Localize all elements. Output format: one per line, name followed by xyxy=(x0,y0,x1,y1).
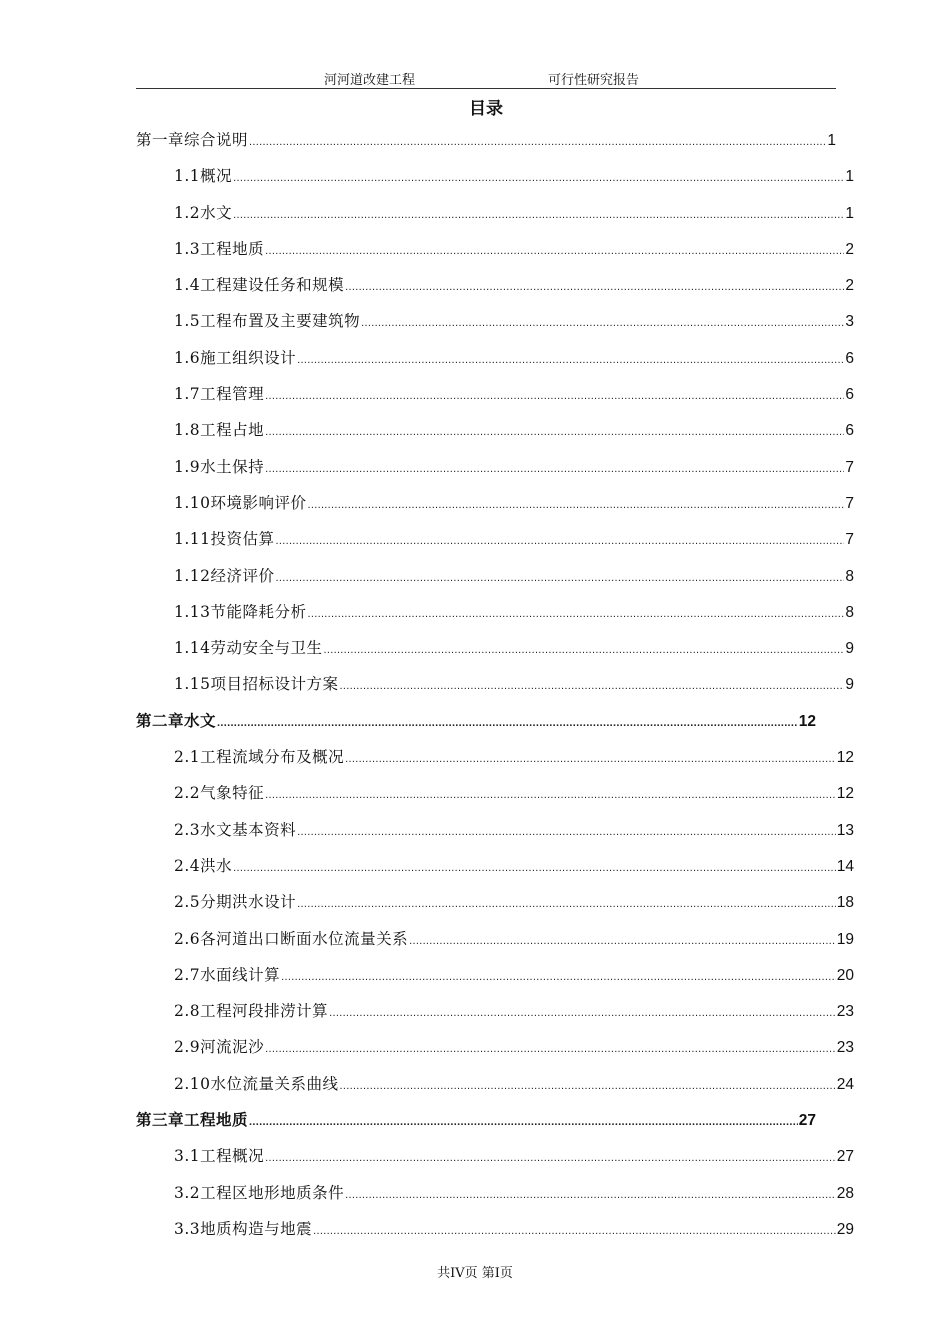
toc-entry-page-number: 6 xyxy=(845,422,854,440)
toc-entry-label: 1.12经济评价 xyxy=(174,566,275,585)
toc-section-entry[interactable] xyxy=(136,1211,854,1247)
toc-title: 目录 xyxy=(469,99,503,119)
toc-dot-leader xyxy=(340,668,845,704)
header-report-type: 可行性研究报告 xyxy=(548,73,640,88)
toc-entry-page-number: 20 xyxy=(836,966,854,984)
toc-entry-page-number: 13 xyxy=(836,821,854,839)
toc-section-entry[interactable] xyxy=(136,267,854,303)
toc-dot-leader xyxy=(276,560,845,596)
toc-entry-label: 2.7水面线计算 xyxy=(174,965,281,984)
toc-entry-page-number: 2 xyxy=(845,277,854,295)
toc-section-entry[interactable] xyxy=(136,1175,854,1211)
toc-dot-leader xyxy=(345,269,844,305)
toc-entry-label: 1.15项目招标设计方案 xyxy=(174,675,339,694)
toc-dot-leader xyxy=(265,233,844,269)
toc-dot-leader xyxy=(233,160,844,196)
toc-dot-leader xyxy=(217,705,798,741)
toc-entry-label: 第一章综合说明 xyxy=(136,131,249,149)
toc-entry-label: 3.2工程区地形地质条件 xyxy=(174,1183,345,1202)
toc-entry-label: 2.1工程流域分布及概况 xyxy=(174,748,345,767)
header-project-name: 河河道改建工程 xyxy=(324,73,416,88)
toc-section-entry[interactable] xyxy=(136,1029,854,1065)
toc-entry-label: 1.7工程管理 xyxy=(174,385,265,404)
toc-section-entry[interactable] xyxy=(136,1066,854,1102)
toc-chapter-entry[interactable] xyxy=(136,1102,816,1138)
toc-dot-leader xyxy=(265,777,836,813)
toc-entry-page-number: 24 xyxy=(836,1075,854,1093)
toc-dot-leader xyxy=(324,632,845,668)
toc-entry-page-number: 18 xyxy=(836,894,854,912)
toc-section-entry[interactable] xyxy=(136,848,854,884)
toc-section-entry[interactable] xyxy=(136,231,854,267)
toc-section-entry[interactable] xyxy=(136,195,854,231)
toc-entry-label: 2.5分期洪水设计 xyxy=(174,893,297,912)
toc-entry-page-number: 8 xyxy=(845,567,854,585)
toc-section-entry[interactable] xyxy=(136,630,854,666)
toc-dot-leader xyxy=(345,741,836,777)
toc-entry-page-number: 12 xyxy=(836,785,854,803)
toc-entry-label: 1.11投资估算 xyxy=(174,530,275,549)
toc-section-entry[interactable] xyxy=(136,993,854,1029)
toc-dot-leader xyxy=(308,487,845,523)
toc-entry-page-number: 7 xyxy=(845,494,854,512)
toc-dot-leader xyxy=(265,1031,836,1067)
toc-section-entry[interactable] xyxy=(136,957,854,993)
toc-dot-leader xyxy=(409,923,836,959)
toc-chapter-entry[interactable] xyxy=(136,122,836,158)
toc-entry-label: 1.2水文 xyxy=(174,203,233,222)
toc-entry-page-number: 1 xyxy=(845,168,854,186)
toc-entry-label: 1.8工程占地 xyxy=(174,421,265,440)
toc-entry-page-number: 14 xyxy=(836,857,854,875)
toc-entry-page-number: 27 xyxy=(798,1112,816,1130)
toc-dot-leader xyxy=(297,814,836,850)
toc-entry-page-number: 27 xyxy=(836,1148,854,1166)
toc-entry-label: 2.3水文基本资料 xyxy=(174,820,297,839)
toc-entry-label: 1.1概况 xyxy=(174,167,233,186)
toc-entry-label: 1.10环境影响评价 xyxy=(174,493,307,512)
toc-entry-label: 第二章水文 xyxy=(136,711,217,730)
toc-dot-leader xyxy=(329,995,836,1031)
toc-entry-label: 2.6各河道出口断面水位流量关系 xyxy=(174,929,409,948)
toc-section-entry[interactable] xyxy=(136,594,854,630)
toc-entry-label: 2.4洪水 xyxy=(174,856,233,875)
toc-section-entry[interactable] xyxy=(136,739,854,775)
toc-section-entry[interactable] xyxy=(136,158,854,194)
toc-entry-label: 3.3地质构造与地震 xyxy=(174,1219,313,1238)
toc-dot-leader xyxy=(233,850,836,886)
table-of-contents xyxy=(136,122,854,1247)
toc-entry-page-number: 12 xyxy=(798,712,816,730)
toc-dot-leader xyxy=(249,1104,798,1140)
toc-entry-page-number: 23 xyxy=(836,1039,854,1057)
toc-entry-label: 1.6施工组织设计 xyxy=(174,348,297,367)
toc-entry-label: 1.13节能降耗分析 xyxy=(174,602,307,621)
toc-entry-label: 第三章工程地质 xyxy=(136,1111,249,1130)
toc-entry-page-number: 7 xyxy=(845,458,854,476)
toc-section-entry[interactable] xyxy=(136,376,854,412)
toc-dot-leader xyxy=(297,886,836,922)
toc-section-entry[interactable] xyxy=(136,666,854,702)
toc-section-entry[interactable] xyxy=(136,884,854,920)
page-header xyxy=(136,66,836,89)
toc-dot-leader xyxy=(345,1177,836,1213)
toc-section-entry[interactable] xyxy=(136,558,854,594)
toc-section-entry[interactable] xyxy=(136,521,854,557)
toc-entry-page-number: 2 xyxy=(845,240,854,258)
toc-section-entry[interactable] xyxy=(136,303,854,339)
toc-dot-leader xyxy=(249,124,826,160)
toc-entry-page-number: 23 xyxy=(836,1003,854,1021)
toc-entry-page-number: 29 xyxy=(836,1220,854,1238)
toc-entry-label: 2.2气象特征 xyxy=(174,784,265,803)
toc-entry-page-number: 1 xyxy=(827,132,836,149)
toc-chapter-entry[interactable] xyxy=(136,703,816,739)
toc-entry-page-number: 6 xyxy=(845,349,854,367)
toc-dot-leader xyxy=(308,596,845,632)
toc-dot-leader xyxy=(276,523,845,559)
toc-dot-leader xyxy=(265,1140,836,1176)
toc-entry-label: 1.9水土保持 xyxy=(174,457,265,476)
toc-section-entry[interactable] xyxy=(136,340,854,376)
toc-section-entry[interactable] xyxy=(136,449,854,485)
toc-entry-page-number: 9 xyxy=(845,640,854,658)
toc-section-entry[interactable] xyxy=(136,412,854,448)
toc-entry-label: 3.1工程概况 xyxy=(174,1147,265,1166)
toc-entry-page-number: 3 xyxy=(845,313,854,331)
toc-entry-page-number: 9 xyxy=(845,676,854,694)
toc-dot-leader xyxy=(265,451,844,487)
toc-dot-leader xyxy=(265,378,844,414)
toc-entry-page-number: 1 xyxy=(845,204,854,222)
toc-entry-page-number: 12 xyxy=(836,749,854,767)
toc-dot-leader xyxy=(265,414,844,450)
toc-entry-page-number: 19 xyxy=(836,930,854,948)
toc-entry-label: 2.10水位流量关系曲线 xyxy=(174,1074,339,1093)
toc-entry-label: 1.5工程布置及主要建筑物 xyxy=(174,312,361,331)
toc-entry-page-number: 8 xyxy=(845,603,854,621)
page-footer: 共IV页 第I页 xyxy=(437,1266,513,1281)
toc-entry-page-number: 7 xyxy=(845,531,854,549)
toc-section-entry[interactable] xyxy=(136,812,854,848)
toc-section-entry[interactable] xyxy=(136,775,854,811)
toc-entry-label: 1.3工程地质 xyxy=(174,239,265,258)
toc-entry-label: 1.14劳动安全与卫生 xyxy=(174,639,323,658)
toc-dot-leader xyxy=(361,305,844,341)
toc-entry-label: 2.9河流泥沙 xyxy=(174,1038,265,1057)
toc-dot-leader xyxy=(233,197,844,233)
toc-dot-leader xyxy=(297,342,844,378)
toc-section-entry[interactable] xyxy=(136,485,854,521)
toc-dot-leader xyxy=(313,1213,836,1249)
toc-entry-label: 2.8工程河段排涝计算 xyxy=(174,1002,329,1021)
toc-dot-leader xyxy=(340,1068,836,1104)
toc-entry-label: 1.4工程建设任务和规模 xyxy=(174,276,345,295)
toc-dot-leader xyxy=(281,959,836,995)
toc-entry-page-number: 28 xyxy=(836,1184,854,1202)
toc-section-entry[interactable] xyxy=(136,921,854,957)
toc-entry-page-number: 6 xyxy=(845,386,854,404)
toc-section-entry[interactable] xyxy=(136,1138,854,1174)
